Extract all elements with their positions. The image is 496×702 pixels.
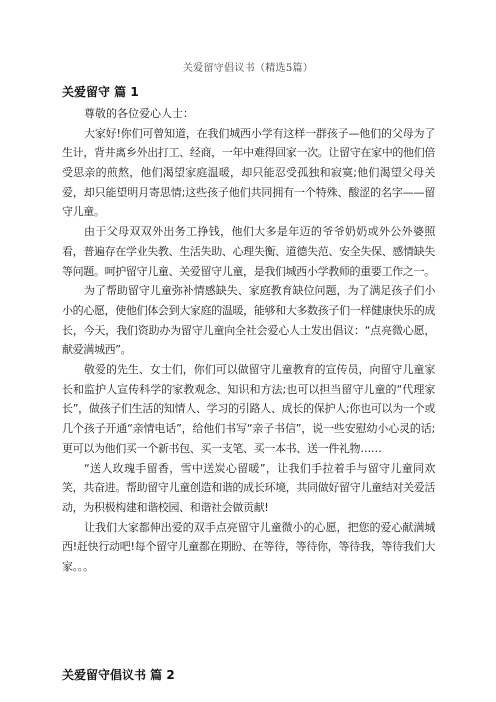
- document-title: 关爱留守倡议书（精选5篇）: [182, 63, 314, 74]
- paragraph-3: 为了帮助留守儿童弥补情感缺失、家庭教育缺位问题，为了满足孩子们小小的心愿，使他们体会到大家庭的温暖，能够和大多数孩子们一样健康快乐的成长，今天，我们资助办为留守儿童向全社会爱心人士发出倡议：“点亮微心愿，献爱满城西”。: [62, 284, 435, 357]
- article-2-heading: 关爱留守倡议书 篇 2: [62, 668, 175, 682]
- greeting-line: 尊敬的各位爱心人士：: [84, 107, 194, 120]
- paragraph-2: 由于父母双双外出务工挣钱，他们大多是年迈的爷爷奶奶或外公外婆照看，普遍存在学业失教、生活失助、心理失衡、道德失范、安全失保、感情缺失等问题。呵护留守儿童、关爱留守儿童，是我们城西小学教师的重要工作之一。: [62, 225, 435, 278]
- article-1-heading: 关爱留守 篇 1: [62, 85, 139, 99]
- paragraph-5: “送人玫瑰手留香，雪中送炭心留暖”，让我们手拉着手与留守儿童同欢笑，共奋进。帮助留守儿童创造和谐的成长环境，共同做好留守儿童结对关爱活动，为积极构建和谐校园、和谐社会做贡献!: [62, 461, 435, 514]
- paragraph-1: 大家好!你们可曾知道，在我们城西小学有这样一群孩子—他们的父母为了生计，背井离乡外出打工、经商，一年中难得回家一次。让留守在家中的他们倍受思亲的煎熬，他们渴望家庭温暖，却只能忍受孤独和寂寞;他们渴望父母关爱，却只能望明月寄思情;这些孩子他们共同拥有一个特殊、酸涩的名字——留守儿童。: [62, 126, 435, 219]
- article-1: [62, 84, 435, 577]
- article-2: [62, 667, 435, 684]
- paragraph-6: 让我们大家都伸出爱的双手点亮留守儿童微小的心愿，把您的爱心献满城西!赶快行动吧!每个留守儿童都在期盼、在等待，等待你，等待我，等待我们大家。。。: [62, 520, 435, 574]
- paragraph-4: 敬爱的先生、女士们，你们可以做留守儿童教育的宣传员，向留守儿童家长和监护人宣传科学的家教观念、知识和方法;也可以担当留守儿童的“代理家长”，做孩子们生活的知情人、学习的引路人、成长的保护人;你也可以为一个或几个孩子开通“亲情电话”，给他们书写“亲子书信”，说一些安慰幼小心灵的话;更可以为他们买一个新书包、买一支笔、买一本书、送一件礼物……: [62, 363, 435, 455]
